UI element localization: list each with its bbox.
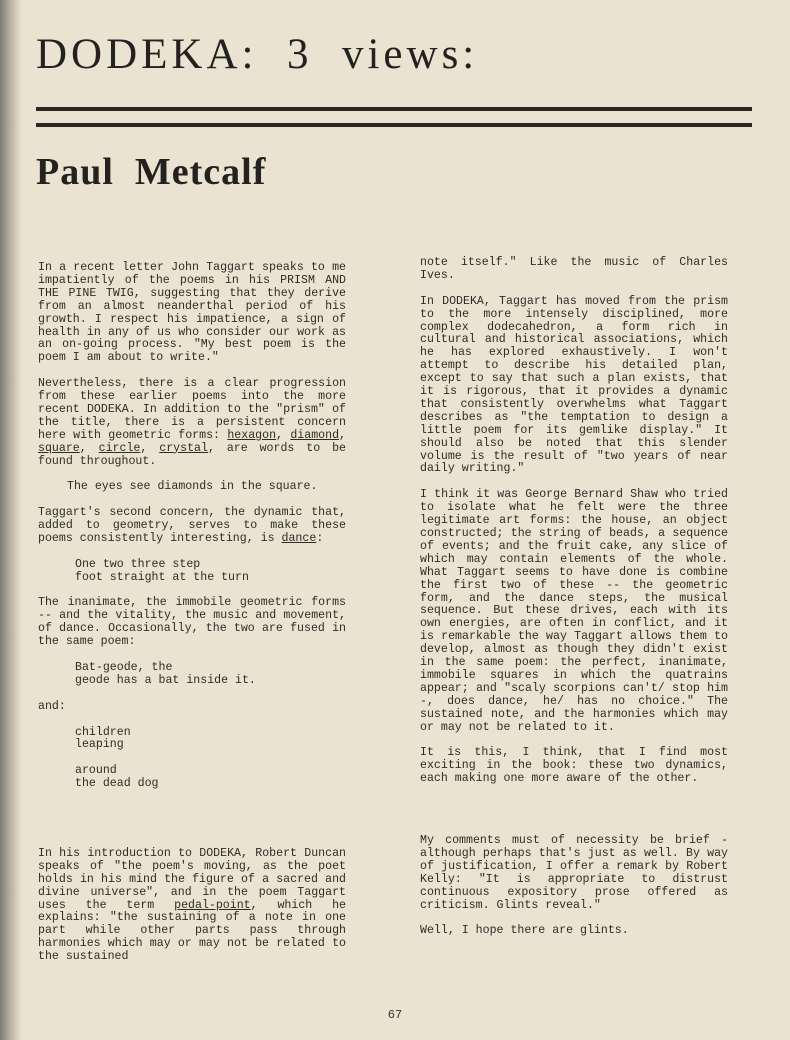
left-column-paragraph: The inanimate, the immobile geometric forms -- and the vitality, the music and movement, of dance. Occasionally, the two are fused in the same poem: [38,596,346,649]
right-column-paragraph: note itself." Like the music of Charles Ives. [420,256,728,282]
page-title: DODEKA: 3 views: [36,31,479,78]
verse-line: leaping [75,738,124,752]
author-heading: Paul Metcalf [36,151,267,193]
left-column-verse [75,559,346,585]
underlined-term: dance [281,531,317,545]
page-number: 67 [387,1008,403,1022]
right-column [420,257,728,951]
left-column [38,262,346,977]
right-column-spacer [420,799,728,835]
left-column-paragraph: In his introduction to DODEKA, Robert Duncan speaks of "the poem's moving, as the poet holds in his mind the figure of a sacred and divine universe", and in the poem Taggart uses the term pedal-point, which he explains: "the sustaining of a note in one part while other parts pass through harmonies which may or may not be related to the sustained [38,846,347,964]
verse-line: geode has a bat inside it. [75,673,256,687]
left-column-paragraph: Nevertheless, there is a clear progression from these earlier poems into the more recent DODEKA. In addition to the "prism" of the title, there is a persistent concern here with geometric forms: hexagon, diamond, square, circle, crystal, are words to be found throughout. [38,377,347,468]
underlined-term: circle [98,441,141,455]
underlined-term: hexagon [227,428,277,442]
verse-line: around [75,764,117,778]
verse-line: the dead dog [75,777,159,791]
upper-rule [36,123,752,127]
left-column-verse [75,727,346,753]
top-rule [36,107,752,111]
verse-line: foot straight at the turn [75,570,249,584]
right-column-line: Well, I hope there are glints. [420,924,629,938]
right-column-paragraph: In DODEKA, Taggart has moved from the prism to the more intensely disciplined, more complex dodecahedron, a form rich in cultural and historical associations, which he has explored exhaustively. I won't attempt to describe his detailed plan, except to say that such a plan exists, that it is rigorous, that it provides a dynamic that consistently overwhelms what Taggart describes as "the temptation to design a little poem for its gemlike display." It should also be noted that this slender volume is the result of "two years of near daily writing." [420,294,728,476]
underlined-term: crystal [159,441,208,455]
binding-shadow [0,0,22,1040]
left-column-verse [75,662,346,688]
verse-line: Bat-geode, the [75,661,173,674]
right-column-paragraph: I think it was George Bernard Shaw who tried to isolate what he felt were the three legitimate art forms: the house, an object constructed; the string of beads, a sequence of events; and the fruit cake, any slice of which may contain elements of the whole. What Taggart seems to have done is combine the first two of these -- the geometric form, and the dance steps, the musical sequence. But these drives, each with its own energies, are often in conflict, and it is remarkable the way Taggart allows them to develop, almost as though they didn't exist in the same poem: the perfect, inanimate, immobile squares in which the quatrains appear; and "scaly scorpions can't/ stop him -, does dance, he/ has no choice." The sustained note, and the harmonies which may or may not be related to it. [420,488,728,734]
left-column-verse [75,765,346,791]
left-column-line: and: [38,699,66,713]
right-column-paragraph: It is this, I think, that I find most exciting in the book: these two dynamics, each making one more aware of the other. [420,746,728,786]
verse-line: One two three step [75,557,201,571]
left-column-quote-line: The eyes see diamonds in the square. [67,480,318,494]
left-column-paragraph: Taggart's second concern, the dynamic that, added to geometry, serves to make these poems consistently interesting, is dance: [38,506,346,545]
underlined-term: pedal-point [174,898,251,912]
left-column-paragraph: In a recent letter John Taggart speaks to me impatiently of the poems in his PRISM AND THE PINE TWIG, suggesting that they derive from an almost neanderthal period of his growth. I respect his impatience, a sign of health in any of us who consider our work as an on-going process. "My best poem is the poem I am about to write." [38,261,346,365]
underlined-term: square [38,441,80,455]
left-column-spacer [38,804,346,848]
underlined-term: diamond [290,428,340,442]
right-column-paragraph: My comments must of necessity be brief - although perhaps that's just as well. By way of justification, I offer a remark by Robert Kelly: "It is appropriate to distrust continuous expository prose offered as criticism. Glints reveal." [420,834,728,912]
verse-line: children [75,725,131,739]
